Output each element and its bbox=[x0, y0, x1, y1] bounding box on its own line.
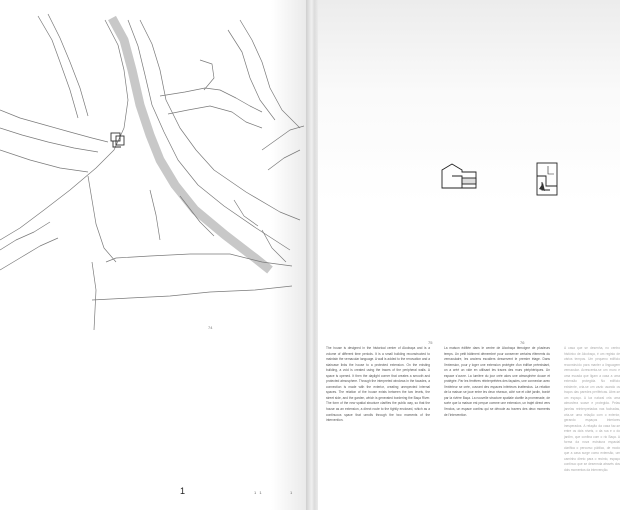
river-channel bbox=[112, 18, 270, 270]
house-marker bbox=[111, 133, 124, 147]
street bbox=[168, 106, 262, 128]
left-page bbox=[0, 0, 308, 510]
street bbox=[0, 238, 58, 270]
text-column-portuguese: A casa que se desenha, no centro histórico de Alcobaça, é um registo de vários tempos. Um pequeno edifício reconstruído para manter a linguagem vernacular. Acrescenta-se um muro e uma escada que ligam a casa a uma extensão protegida. No edifício existente, cria-se um vazio usando os traços das paredes periféricas. Abre-se um espaço. A luz natural cria uma atmosfera suave e protegida. Pelas janelas reinterpretadas nas fachadas, cria-se uma relação com o exterior, gerando espaços interiores inesperados. A relação da casa faz-se entre os dois níveis, o da rua e o do jardim, que confina com o rio Baça. A forma da nova estrutura espacial clarifica o percurso público, de modo que a casa surge como extensão, um caminho direto para o recinto, espaço contínuo que se desenrola através dos dois momentos da intervenção. bbox=[564, 346, 620, 473]
text-column-french: La maison édifiée dans le centre de Alcobaça témoigne de plusieurs temps. Un petit bâtiment démembré pour conserver certains éléments du vernaculaire, les anciens escaliers desservent le premier étage. Dans l'extension, pour y loger une extension protégée d'un édifice préexistant, on a créé un vide en utilisant les traces des murs périphériques. Un espace s'ouvre. La lumière du jour crée alors une atmosphère douce et protégée. Par les fenêtres réinterprétées des façades, une connexion avec l'extérieur se crée, ouvrant des espaces intérieurs inattendus. La relation de la maison se joue entre les deux niveaux, côté rue et côté jardin, bordé par la rivière Baça. La nouvelle structure spatiale clarifie la promenade, de sorte que la maison est perçue comme une extension, un trajet direct vers l'enclos, un espace continu qui se déroule au travers des deux moments de l'intervention. bbox=[444, 346, 550, 417]
street bbox=[88, 176, 116, 262]
street bbox=[160, 88, 262, 112]
street bbox=[0, 128, 98, 152]
plan-drawing bbox=[534, 160, 560, 198]
street bbox=[0, 110, 108, 142]
street bbox=[200, 60, 214, 90]
site-map bbox=[0, 0, 308, 510]
street bbox=[262, 126, 304, 150]
street bbox=[268, 150, 300, 170]
right-folio: 75 bbox=[428, 340, 433, 345]
section-drawing bbox=[438, 160, 478, 194]
street bbox=[262, 230, 286, 262]
street bbox=[92, 286, 292, 300]
footer-mark: 1 1 bbox=[254, 490, 263, 495]
street bbox=[140, 20, 300, 220]
street bbox=[0, 222, 50, 250]
text-column-english: The house is designed in the historical center of Alcobaça and is a volume of different time periods. It is a small building reconstructed to maintain the vernacular language. A wall is added to the renovation and a staircase links the house to a protected extension. On the existing building, a void is created using the traces of the peripheral walls. A space is opened. It then the daylight corner that creates a smooth and protected atmosphere. Through the interpreted windows in the facades, a connection is made with the exterior, creating unexpected internal spaces. The relation of the house exists between the two levels, the street side, and the garden, which is generated bordering the Baça River. The form of the new spatial structure clarifies the public way, so that the house as an extension, a direct route to the tightly enclosed, which as a continuous space that unrolls through the two moments of the intervention. bbox=[326, 346, 430, 423]
page-number: 1 bbox=[180, 486, 186, 496]
left-folio: 74 bbox=[208, 325, 213, 330]
right-page bbox=[318, 0, 620, 510]
street bbox=[0, 150, 88, 172]
street bbox=[48, 14, 88, 116]
footer-mark: 1 bbox=[290, 490, 294, 495]
right-folio: 76 bbox=[520, 340, 525, 345]
street bbox=[234, 200, 258, 226]
street bbox=[150, 190, 160, 240]
street bbox=[92, 262, 96, 330]
